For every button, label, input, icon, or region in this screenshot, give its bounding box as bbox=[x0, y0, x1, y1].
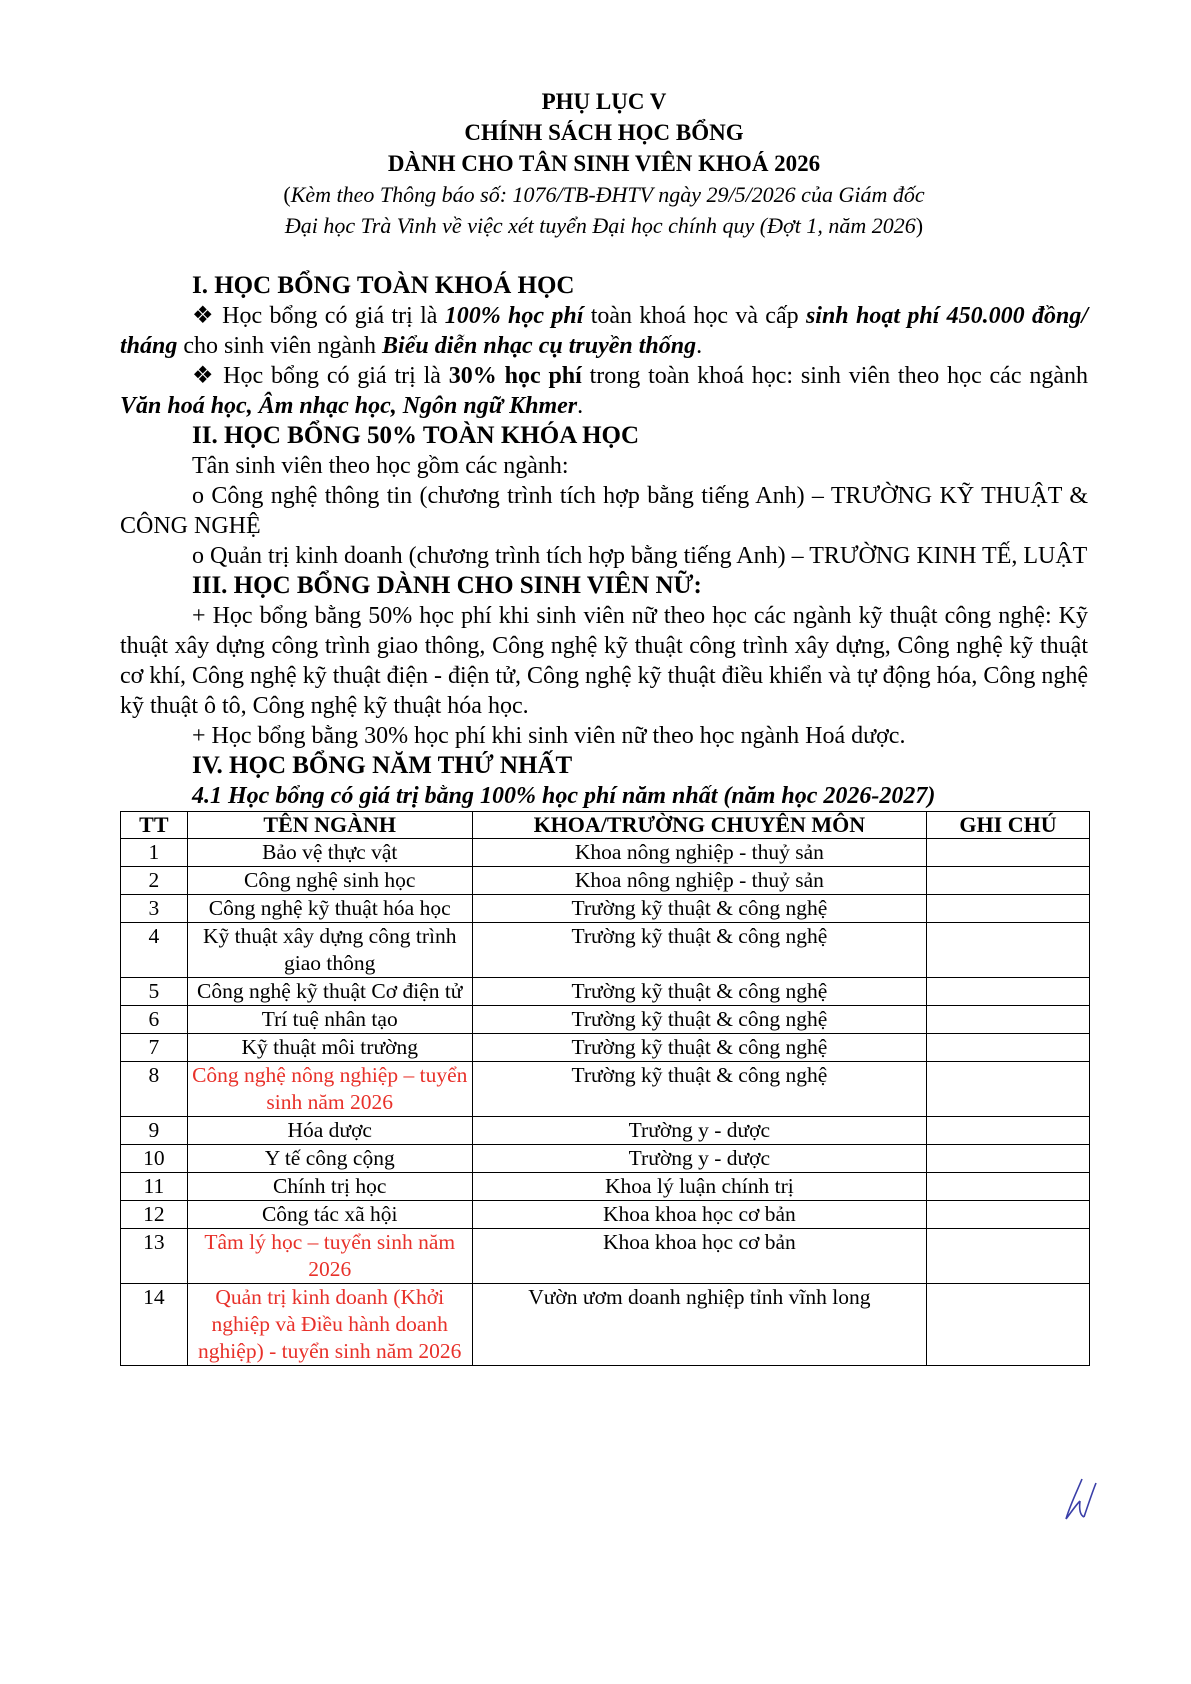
table-row bbox=[121, 1284, 1090, 1366]
cell-note bbox=[927, 1034, 1090, 1062]
cell-tt: 6 bbox=[121, 1006, 188, 1034]
cell-tt: 5 bbox=[121, 978, 188, 1006]
table-row bbox=[121, 1229, 1090, 1284]
cell-tt: 1 bbox=[121, 839, 188, 867]
cell-unit: Trường kỹ thuật & công nghệ bbox=[472, 1006, 926, 1034]
section-3-title: III. HỌC BỔNG DÀNH CHO SINH VIÊN NỮ: bbox=[192, 572, 702, 599]
cell-name: Y tế công cộng bbox=[187, 1145, 472, 1173]
reference-note: (Kèm theo Thông báo số: 1076/TB-ĐHTV ngày 29/5/2026 của Giám đốc Đại học Trà Vinh về việc xét tuyển Đại học chính quy (Đợt 1, năm 2026) bbox=[283, 182, 925, 238]
cell-unit: Trường kỹ thuật & công nghệ bbox=[472, 895, 926, 923]
cell-tt: 7 bbox=[121, 1034, 188, 1062]
cell-unit: Khoa khoa học cơ bản bbox=[472, 1229, 926, 1284]
table-row bbox=[121, 1117, 1090, 1145]
column-header-tt: TT bbox=[121, 812, 188, 839]
cell-unit: Trường kỹ thuật & công nghệ bbox=[472, 1034, 926, 1062]
section-4-title: IV. HỌC BỔNG NĂM THỨ NHẤT bbox=[192, 752, 573, 779]
table-row bbox=[121, 1006, 1090, 1034]
cell-name: Tâm lý học – tuyển sinh năm 2026 bbox=[187, 1229, 472, 1284]
cell-unit: Khoa nông nghiệp - thuỷ sản bbox=[472, 867, 926, 895]
table-row bbox=[121, 978, 1090, 1006]
section-1-title: I. HỌC BỔNG TOÀN KHOÁ HỌC bbox=[192, 272, 575, 299]
cell-name: Chính trị học bbox=[187, 1173, 472, 1201]
cell-note bbox=[927, 867, 1090, 895]
table-row bbox=[121, 867, 1090, 895]
cell-name: Bảo vệ thực vật bbox=[187, 839, 472, 867]
cell-note bbox=[927, 1201, 1090, 1229]
appendix-title: PHỤ LỤC V bbox=[541, 89, 667, 114]
reference-note-line2: Đại học Trà Vinh về việc xét tuyển Đại học chính quy (Đợt 1, năm 2026 bbox=[284, 213, 916, 238]
table-row bbox=[121, 1034, 1090, 1062]
cell-note bbox=[927, 895, 1090, 923]
section-2-item: o Công nghệ thông tin (chương trình tích hợp bằng tiếng Anh) – TRƯỜNG KỸ THUẬT & CÔNG NGHỆ bbox=[120, 483, 1088, 539]
cell-unit: Trường kỹ thuật & công nghệ bbox=[472, 923, 926, 978]
target-title: DÀNH CHO TÂN SINH VIÊN KHOÁ 2026 bbox=[387, 151, 821, 176]
cell-tt: 14 bbox=[121, 1284, 188, 1366]
cell-note bbox=[927, 978, 1090, 1006]
cell-name: Công tác xã hội bbox=[187, 1201, 472, 1229]
policy-title: CHÍNH SÁCH HỌC BỔNG bbox=[464, 120, 744, 145]
cell-note bbox=[927, 1145, 1090, 1173]
cell-tt: 13 bbox=[121, 1229, 188, 1284]
cell-tt: 4 bbox=[121, 923, 188, 978]
table-row bbox=[121, 839, 1090, 867]
column-header-name: TÊN NGÀNH bbox=[187, 812, 472, 839]
cell-tt: 8 bbox=[121, 1062, 188, 1117]
table-row bbox=[121, 895, 1090, 923]
table-row bbox=[121, 1062, 1090, 1117]
cell-name: Công nghệ kỹ thuật hóa học bbox=[187, 895, 472, 923]
cell-tt: 11 bbox=[121, 1173, 188, 1201]
cell-name: Quản trị kinh doanh (Khởi nghiệp và Điều hành doanh nghiệp) - tuyển sinh năm 2026 bbox=[187, 1284, 472, 1366]
cell-unit: Khoa khoa học cơ bản bbox=[472, 1201, 926, 1229]
cell-tt: 12 bbox=[121, 1201, 188, 1229]
table-header-row bbox=[121, 812, 1090, 839]
document-page bbox=[120, 86, 1088, 1366]
cell-unit: Trường y - dược bbox=[472, 1117, 926, 1145]
cell-unit: Trường kỹ thuật & công nghệ bbox=[472, 1062, 926, 1117]
cell-note bbox=[927, 1284, 1090, 1366]
cell-unit: Vườn ươm doanh nghiệp tỉnh vĩnh long bbox=[472, 1284, 926, 1366]
section-2-intro: Tân sinh viên theo học gồm các ngành: bbox=[192, 453, 569, 479]
column-header-note: GHI CHÚ bbox=[927, 812, 1090, 839]
section-2-item: o Quản trị kinh doanh (chương trình tích hợp bằng tiếng Anh) – TRƯỜNG KINH TẾ, LUẬT bbox=[192, 543, 1088, 569]
cell-tt: 3 bbox=[121, 895, 188, 923]
section-3-paragraph-1: + Học bổng bằng 50% học phí khi sinh viên nữ theo học các ngành kỹ thuật công nghệ: Kỹ thuật xây dựng công trình giao thông, Công nghệ kỹ thuật công trình xây dựng, Công nghệ kỹ thuật cơ khí, Công nghệ kỹ thuật điện - điện tử, Công nghệ kỹ thuật điều khiển và tự động hóa, Công nghệ kỹ thuật ô tô, Công nghệ kỹ thuật hóa học. bbox=[120, 603, 1088, 719]
reference-note-line1: Kèm theo Thông báo số: 1076/TB-ĐHTV ngày 29/5/2026 của Giám đốc bbox=[290, 182, 925, 207]
cell-tt: 2 bbox=[121, 867, 188, 895]
cell-note bbox=[927, 1006, 1090, 1034]
section-3-paragraph-2: + Học bổng bằng 30% học phí khi sinh viên nữ theo học ngành Hoá dược. bbox=[192, 723, 906, 749]
table-row bbox=[121, 1173, 1090, 1201]
cell-note bbox=[927, 1062, 1090, 1117]
cell-name: Hóa dược bbox=[187, 1117, 472, 1145]
cell-tt: 9 bbox=[121, 1117, 188, 1145]
cell-name: Kỹ thuật xây dựng công trình giao thông bbox=[187, 923, 472, 978]
cell-note bbox=[927, 839, 1090, 867]
cell-tt: 10 bbox=[121, 1145, 188, 1173]
signature-mark bbox=[1060, 1475, 1100, 1525]
cell-note bbox=[927, 1229, 1090, 1284]
scholarship-table bbox=[120, 811, 1090, 1366]
section-1-bullet-1: ❖ Học bổng có giá trị là 100% học phí toàn khoá học và cấp sinh hoạt phí 450.000 đồng/ tháng cho sinh viên ngành Biểu diễn nhạc cụ truyền thống. bbox=[120, 303, 1089, 359]
cell-name: Trí tuệ nhân tạo bbox=[187, 1006, 472, 1034]
cell-name: Công nghệ sinh học bbox=[187, 867, 472, 895]
cell-unit: Trường kỹ thuật & công nghệ bbox=[472, 978, 926, 1006]
section-1-bullet-2: ❖ Học bổng có giá trị là 30% học phí trong toàn khoá học: sinh viên theo học các ngành Văn hoá học, Âm nhạc học, Ngôn ngữ Khmer. bbox=[120, 363, 1088, 419]
table-row bbox=[121, 923, 1090, 978]
cell-name: Công nghệ kỹ thuật Cơ điện tử bbox=[187, 978, 472, 1006]
column-header-unit: KHOA/TRƯỜNG CHUYÊN MÔN bbox=[472, 812, 926, 839]
cell-name: Công nghệ nông nghiệp – tuyển sinh năm 2026 bbox=[187, 1062, 472, 1117]
cell-note bbox=[927, 1117, 1090, 1145]
section-4-subtitle: 4.1 Học bổng có giá trị bằng 100% học phí năm nhất (năm học 2026-2027) bbox=[192, 783, 936, 809]
cell-note bbox=[927, 923, 1090, 978]
table-body bbox=[121, 839, 1090, 1366]
table-row bbox=[121, 1145, 1090, 1173]
table-row bbox=[121, 1201, 1090, 1229]
section-2-title: II. HỌC BỔNG 50% TOÀN KHÓA HỌC bbox=[192, 422, 640, 449]
cell-unit: Trường y - dược bbox=[472, 1145, 926, 1173]
cell-unit: Khoa lý luận chính trị bbox=[472, 1173, 926, 1201]
cell-unit: Khoa nông nghiệp - thuỷ sản bbox=[472, 839, 926, 867]
cell-note bbox=[927, 1173, 1090, 1201]
cell-name: Kỹ thuật môi trường bbox=[187, 1034, 472, 1062]
